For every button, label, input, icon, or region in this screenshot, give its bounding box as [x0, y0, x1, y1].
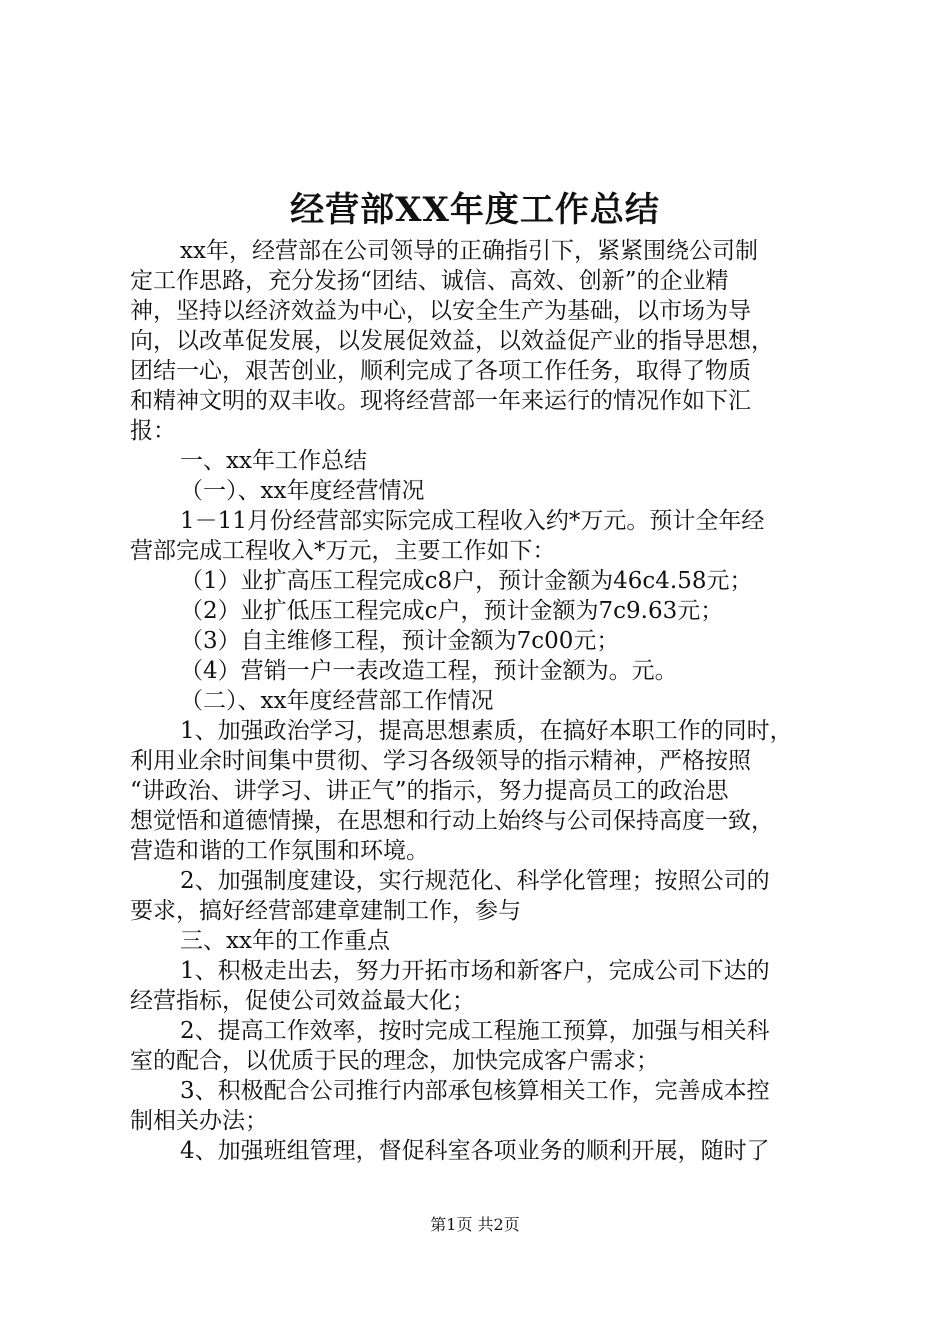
text-line: 1－11月份经营部实际完成工程收入约*万元。预计全年经 — [180, 508, 765, 534]
text-line: （2）业扩低压工程完成c户，预计金额为7c9.63元； — [180, 598, 724, 624]
text-line: 向，以改革促发展，以发展促效益，以效益促产业的指导思想， — [130, 328, 774, 354]
text-line: （二）、xx年度经营部工作情况 — [180, 688, 494, 714]
text-line: “讲政治、讲学习、讲正气”的指示，努力提高员工的政治思 — [130, 778, 729, 804]
text-line: 营部完成工程收入*万元，主要工作如下： — [130, 538, 556, 564]
text-line: 制相关办法； — [130, 1108, 268, 1134]
text-line: 1、积极走出去，努力开拓市场和新客户，完成公司下达的 — [180, 958, 770, 984]
text-line: （一）、xx年度经营情况 — [180, 478, 425, 504]
text-line: 利用业余时间集中贯彻、学习各级领导的指示精神，严格按照 — [130, 748, 751, 774]
text-line: （1）业扩高压工程完成c8户，预计金额为46c4.58元； — [180, 568, 753, 594]
document-title: 经营部XX年度工作总结 — [290, 190, 660, 230]
text-line: 想觉悟和道德情操，在思想和行动上始终与公司保持高度一致， — [130, 808, 774, 834]
text-line: 1、加强政治学习，提高思想素质，在搞好本职工作的同时， — [180, 718, 793, 744]
document-body — [130, 236, 830, 1166]
text-line: 报： — [130, 418, 176, 444]
text-line: 营造和谐的工作氛围和环境。 — [130, 838, 429, 864]
text-line: 和精神文明的双丰收。现将经营部一年来运行的情况作如下汇 — [130, 388, 751, 414]
text-line: 神，坚持以经济效益为中心，以安全生产为基础，以市场为导 — [130, 298, 751, 324]
text-line: （3）自主维修工程，预计金额为7c00元； — [180, 628, 620, 654]
text-line: 定工作思路，充分发扬“团结、诚信、高效、创新”的企业精 — [130, 268, 729, 294]
text-line: 2、提高工作效率，按时完成工程施工预算，加强与相关科 — [180, 1018, 770, 1044]
text-line: （4）营销一户一表改造工程，预计金额为。元。 — [180, 658, 678, 684]
text-line: 三、xx年的工作重点 — [180, 928, 390, 954]
text-line: 要求，搞好经营部建章建制工作，参与 — [130, 898, 521, 924]
page-footer: 第1页 共2页 — [430, 1215, 520, 1234]
text-line: 一、xx年工作总结 — [180, 448, 367, 474]
text-line: 4、加强班组管理，督促科室各项业务的顺利开展，随时了 — [180, 1138, 770, 1164]
text-line: 团结一心，艰苦创业，顺利完成了各项工作任务，取得了物质 — [130, 358, 751, 384]
text-line: 室的配合，以优质于民的理念，加快完成客户需求； — [130, 1048, 659, 1074]
text-line: xx年，经营部在公司领导的正确指引下，紧紧围绕公司制 — [180, 238, 758, 264]
text-line: 3、积极配合公司推行内部承包核算相关工作，完善成本控 — [180, 1078, 770, 1104]
text-line: 经营指标，促使公司效益最大化； — [130, 988, 475, 1014]
text-line: 2、加强制度建设，实行规范化、科学化管理；按照公司的 — [180, 868, 770, 894]
